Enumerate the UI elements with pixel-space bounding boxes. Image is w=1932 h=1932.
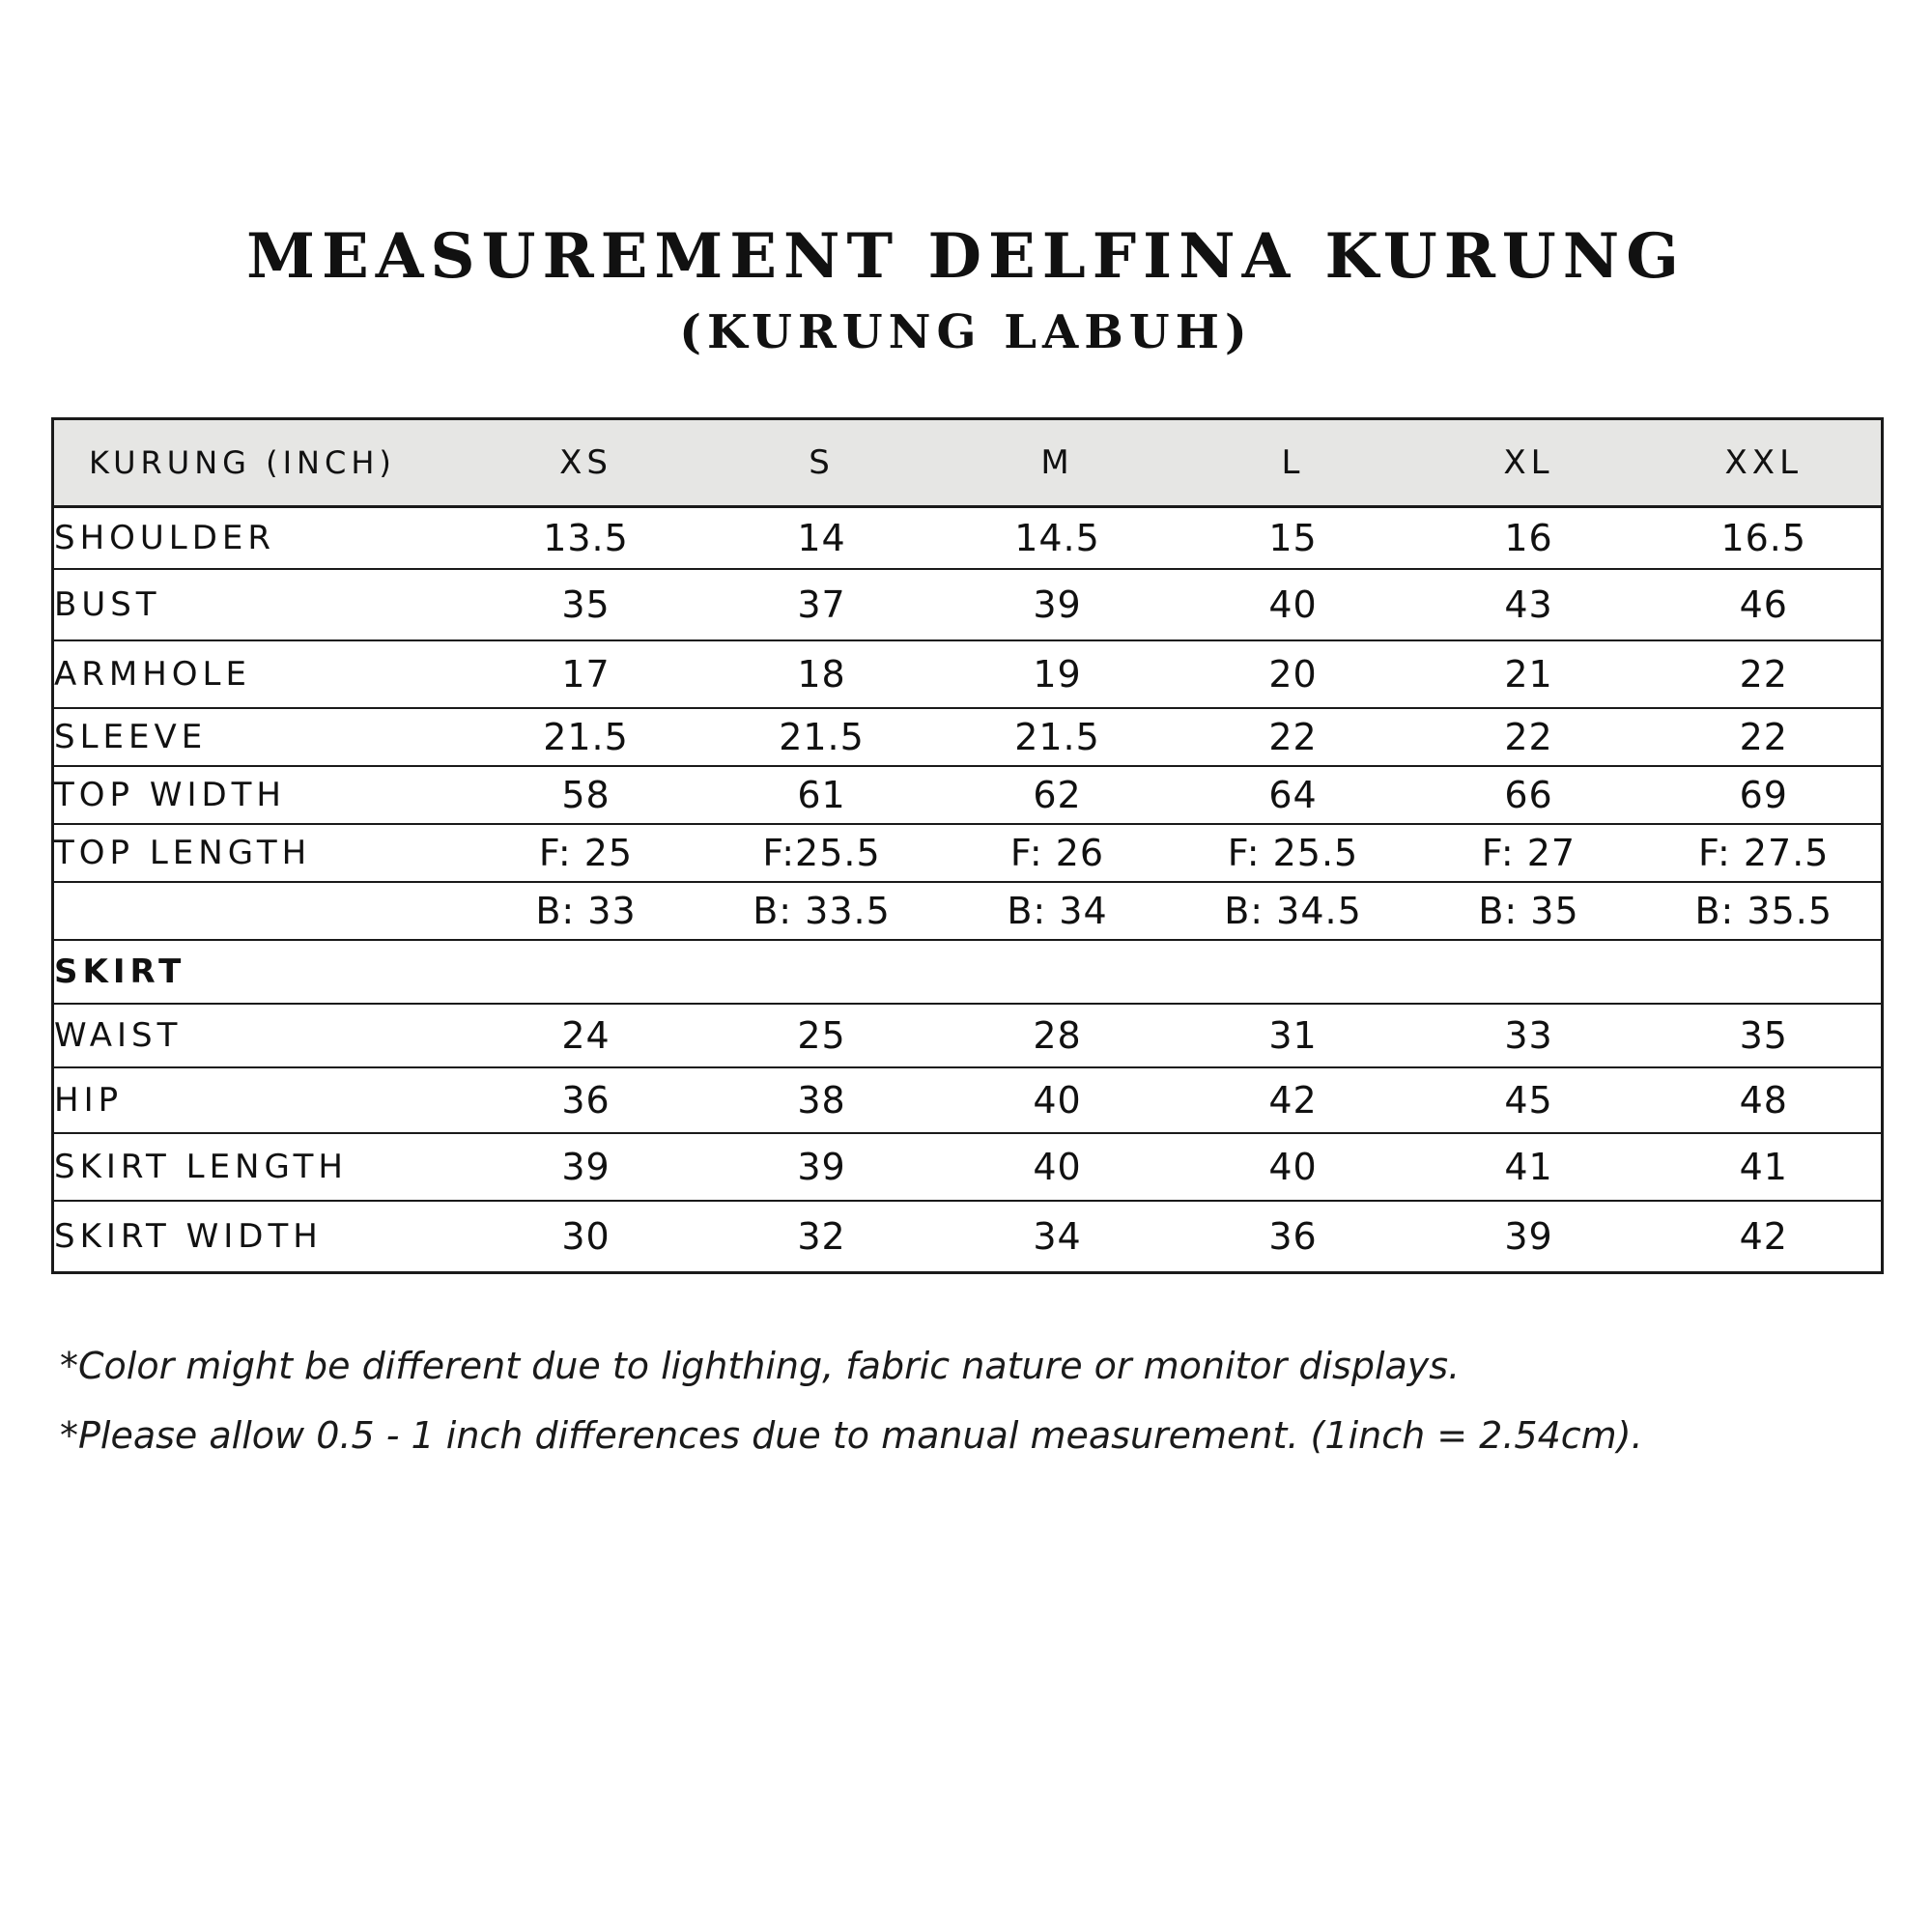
row-label: SKIRT LENGTH — [53, 1133, 469, 1201]
table-cell — [1176, 940, 1411, 1004]
table-cell: 25 — [704, 1004, 940, 1067]
table-cell: 14 — [704, 507, 940, 570]
table-row — [53, 640, 1883, 708]
table-cell: B: 33 — [469, 882, 704, 940]
table-cell: 24 — [469, 1004, 704, 1067]
table-section-row — [53, 940, 1883, 1004]
table-cell: 21.5 — [704, 708, 940, 766]
table-row — [53, 766, 1883, 824]
row-label — [53, 882, 469, 940]
table-cell: 39 — [1504, 1215, 1553, 1258]
row-label: TOP WIDTH — [53, 766, 469, 824]
table-cell: 40 — [1176, 1133, 1411, 1201]
table-cell: 36 — [1268, 1215, 1318, 1258]
table-row — [53, 882, 1883, 940]
color-disclaimer-note: *Color might be different due to lighthing, fabric nature or monitor displays. — [60, 1345, 1461, 1387]
table-cell — [1647, 940, 1883, 1004]
table-row — [53, 708, 1883, 766]
table-cell: 39 — [704, 1133, 940, 1201]
table-cell: F: 25.5 — [1176, 824, 1411, 882]
table-cell: 62 — [940, 766, 1176, 824]
table-row — [53, 1133, 1883, 1201]
table-cell: 16.5 — [1647, 507, 1883, 570]
table-cell: 69 — [1647, 766, 1883, 824]
row-label: HIP — [53, 1067, 469, 1133]
table-cell: 30 — [561, 1215, 611, 1258]
chart-title: MEASUREMENT DELFINA KURUNG — [246, 220, 1686, 293]
row-label: SHOULDER — [53, 507, 469, 570]
table-cell: 22 — [1176, 708, 1411, 766]
table-cell: 38 — [704, 1067, 940, 1133]
table-cell: 46 — [1647, 569, 1883, 640]
table-cell: 66 — [1411, 766, 1647, 824]
size-chart-table — [51, 417, 1884, 1274]
table-cell: F: 25 — [469, 824, 704, 882]
table-cell: B: 35.5 — [1647, 882, 1883, 940]
table-cell: 20 — [1176, 640, 1411, 708]
table-cell: 61 — [704, 766, 940, 824]
section-label: SKIRT — [53, 940, 469, 1004]
table-cell: 35 — [469, 569, 704, 640]
table-cell: 45 — [1411, 1067, 1647, 1133]
row-label: ARMHOLE — [53, 640, 469, 708]
measurement-tolerance-note: *Please allow 0.5 - 1 inch differences due to manual measurement. (1inch = 2.54cm). — [60, 1414, 1643, 1457]
table-cell: 36 — [469, 1067, 704, 1133]
header-size-l: L — [1176, 419, 1411, 507]
header-size-xs: XS — [469, 419, 704, 507]
table-cell: 15 — [1176, 507, 1411, 570]
table-cell: 19 — [940, 640, 1176, 708]
table-cell: 39 — [940, 569, 1176, 640]
table-cell: 35 — [1647, 1004, 1883, 1067]
table-cell: 31 — [1176, 1004, 1411, 1067]
table-cell: 14.5 — [940, 507, 1176, 570]
table-cell: 34 — [1033, 1215, 1082, 1258]
table-cell: 42 — [1176, 1067, 1411, 1133]
table-cell — [469, 940, 704, 1004]
table-header-row — [53, 419, 1883, 507]
table-cell: 16 — [1411, 507, 1647, 570]
table-cell: B: 35 — [1411, 882, 1647, 940]
table-cell: 21.5 — [940, 708, 1176, 766]
table-cell: B: 34 — [940, 882, 1176, 940]
table-cell: 28 — [940, 1004, 1176, 1067]
table-row — [53, 1201, 1883, 1273]
table-cell: 18 — [704, 640, 940, 708]
table-row — [53, 569, 1883, 640]
table-cell: B: 34.5 — [1176, 882, 1411, 940]
table-cell: B: 33.5 — [704, 882, 940, 940]
table-cell: 22 — [1411, 708, 1647, 766]
table-cell: 17 — [469, 640, 704, 708]
row-label: SLEEVE — [53, 708, 469, 766]
table-cell: 22 — [1647, 640, 1883, 708]
table-cell: 39 — [469, 1133, 704, 1201]
table-cell: 48 — [1647, 1067, 1883, 1133]
header-size-m: M — [940, 419, 1176, 507]
table-cell — [940, 940, 1176, 1004]
table-cell: 58 — [469, 766, 704, 824]
table-cell: 40 — [940, 1067, 1176, 1133]
table-cell: 42 — [1739, 1215, 1788, 1258]
table-cell: 41 — [1647, 1133, 1883, 1201]
table-row — [53, 824, 1883, 882]
table-cell: F: 26 — [940, 824, 1176, 882]
row-label: BUST — [53, 569, 469, 640]
table-cell: 40 — [1176, 569, 1411, 640]
row-label: SKIRT WIDTH — [54, 1217, 323, 1256]
table-row — [53, 507, 1883, 570]
table-cell: F:25.5 — [704, 824, 940, 882]
header-size-xxl: XXL — [1647, 419, 1883, 507]
row-label: WAIST — [53, 1004, 469, 1067]
header-label: KURUNG (INCH) — [53, 419, 469, 507]
table-cell — [704, 940, 940, 1004]
table-cell: 41 — [1411, 1133, 1647, 1201]
row-label: TOP LENGTH — [53, 824, 469, 882]
table-cell: 21 — [1411, 640, 1647, 708]
table-cell: 40 — [940, 1133, 1176, 1201]
chart-subtitle: (KURUNG LABUH) — [679, 305, 1253, 359]
table-cell: 64 — [1176, 766, 1411, 824]
header-size-xl: XL — [1411, 419, 1647, 507]
table-cell — [1411, 940, 1647, 1004]
table-cell: 22 — [1647, 708, 1883, 766]
table-cell: 43 — [1411, 569, 1647, 640]
table-cell: 37 — [704, 569, 940, 640]
table-row — [53, 1067, 1883, 1133]
table-cell: 21.5 — [469, 708, 704, 766]
table-cell: 13.5 — [469, 507, 704, 570]
table-row — [53, 1004, 1883, 1067]
table-cell: F: 27.5 — [1647, 824, 1883, 882]
table-cell: 32 — [797, 1215, 846, 1258]
table-cell: 33 — [1411, 1004, 1647, 1067]
header-size-s: S — [704, 419, 940, 507]
table-cell: F: 27 — [1411, 824, 1647, 882]
